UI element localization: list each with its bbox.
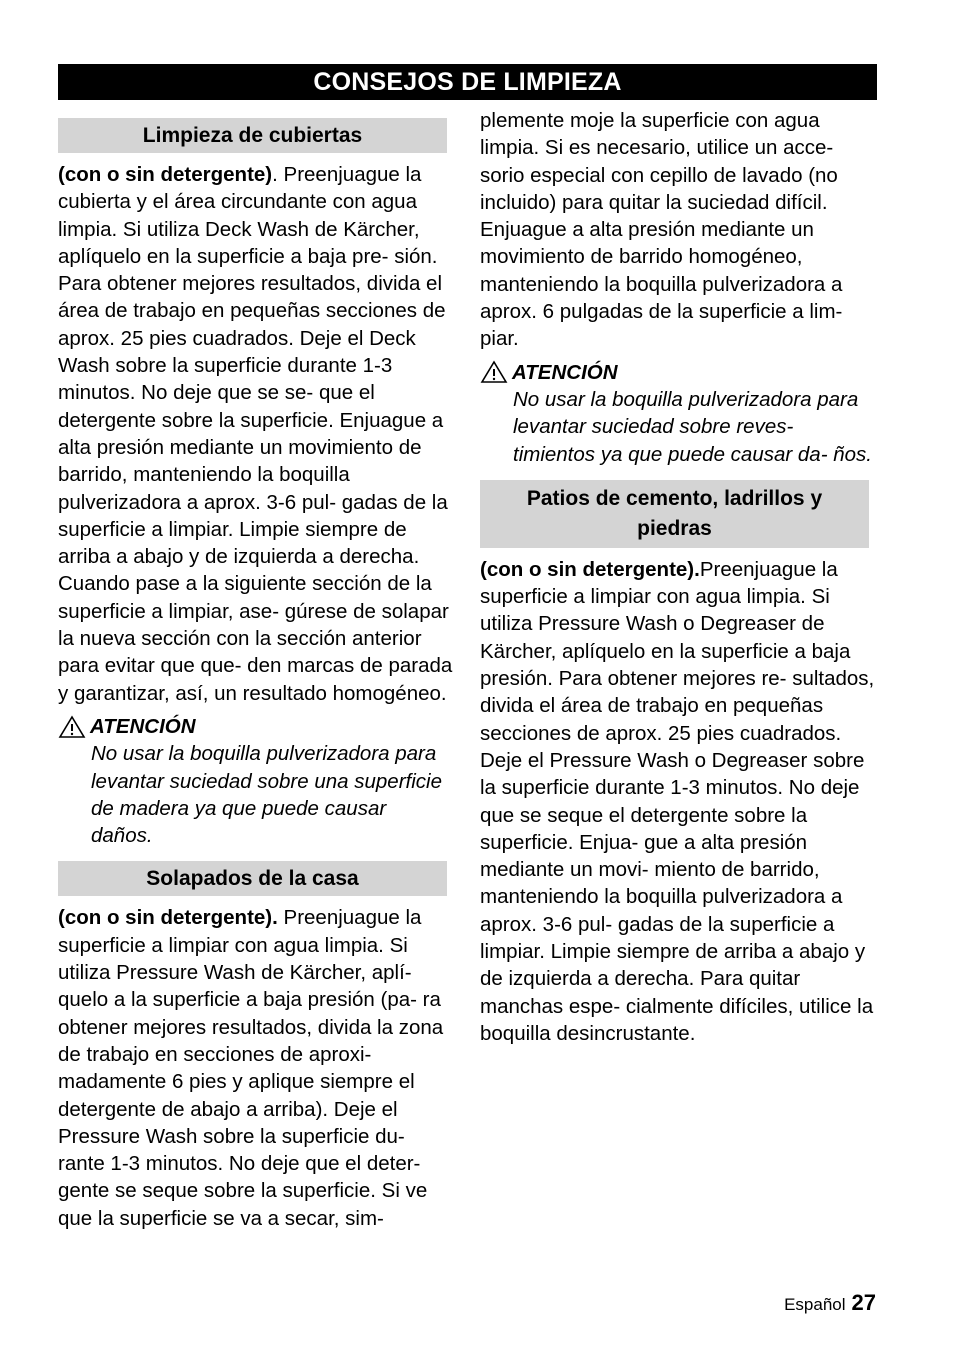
warning-label: ATENCIÓN: [90, 714, 196, 738]
section-body-siding-continued: plemente moje la superficie con agua limpia. Si es necesario, utilice un acce- sorio especial con cepillo de lavado (no incluido) para quitar la suciedad difícil. Enjuague a alta presión mediante un movimiento de barrido homogéneo, manteniendo la boquilla pulverizadora a aprox. 6 pulgadas de la superficie a lim- piar.: [480, 109, 843, 351]
paragraph-text: Preenjuague la superficie a limpiar con agua limpia. Si utiliza Pressure Wash o Degreaser de Kärcher, aplíquelo en la superficie a baja presión. Para obtener mejores re- sultados, divida el área de trabajo en pequeñas secciones de aprox. 25 pies cuadrados. Deje el Pressure Wash o Degreaser sobre la superficie durante 1-3 minutos. No deje que se seque el detergente sobre la superficie. Enjua- gue a alta presión mediante un movi- miento de barrido, manteniendo la boquilla pulverizadora a aprox. 3-6 pul- gadas de la superficie a limpiar. Limpie siempre de arriba a abajo y de izquierda a derecha. Para quitar manchas espe- cialmente difíciles, utilice la boquilla desincrustante.: [480, 557, 875, 1045]
warning-triangle-icon: [58, 715, 86, 739]
warning-text: No usar la boquilla pulverizadora para levantar suciedad sobre reves- timientos ya que puede causar da- ños.: [513, 387, 872, 466]
section-body-siding: [58, 904, 453, 1232]
detergent-note: (con o sin detergente).: [480, 557, 700, 581]
page-number: 27: [851, 1290, 876, 1315]
detergent-note: (con o sin detergente): [58, 163, 273, 186]
section-heading-decks: Limpieza de cubiertas: [58, 118, 447, 153]
section-heading-siding: Solapados de la casa: [58, 861, 447, 896]
section-body-decks: [58, 161, 453, 707]
warning-text: No usar la boquilla pulverizadora para levantar suciedad sobre una superficie de madera ya que puede causar daños.: [91, 742, 442, 848]
warning-label: ATENCIÓN: [512, 360, 618, 384]
detergent-note: (con o sin detergente).: [58, 906, 278, 930]
paragraph-text: Preenjuague la superficie a limpiar con agua limpia. Si utiliza Pressure Wash de Kärcher, aplí- quelo a la superficie a baja presión (pa- ra obtener mejores resultados, divida la zona de trabajo en secciones de aproxi- madamente 6 pies y aplique siempre el detergente de abajo a arriba). Deje el Pressure Wash sobre la superficie du- rante 1-3 minutos. No deje que el deter- gente se seque sobre la superficie. Si ve que la superficie se va a secar, sim-: [58, 906, 444, 1230]
left-column: [58, 118, 453, 1232]
footer-language: Español: [784, 1295, 846, 1314]
warning-triangle-icon: [480, 360, 508, 384]
paragraph-text: . Preenjuague la cubierta y el área circundante con agua limpia. Si utiliza Deck Wash de Kärcher, aplíquelo en la superficie a baja pre- sión. Para obtener mejores resultados, divida el área de trabajo en pequeñas secciones de aprox. 25 pies cuadrados. Deje el Deck Wash sobre la superficie durante 1-3 minutos. No deje que se se- que el detergente sobre la superficie. Enjuague a alta presión mediante un movimiento de barrido, manteniendo la boquilla pulverizadora a aprox. 3-6 pul- gadas de la superficie a limpiar. Limpie siempre de arriba a abajo y de izquierda a derecha. Cuando pase a la siguiente sección de la superficie a limpiar, ase- gúrese de solapar la nueva sección con la sección anterior para evitar que que- den marcas de parada y garantizar, así, un resultado homogéneo.: [58, 163, 453, 705]
section-heading-patios: Patios de cemento, ladrillos y piedras: [480, 480, 869, 548]
warning-heading: [58, 713, 453, 740]
warning-heading: [480, 359, 875, 386]
section-body-patios: [480, 556, 875, 1047]
page-footer: [784, 1290, 876, 1316]
page-title: CONSEJOS DE LIMPIEZA: [58, 64, 877, 100]
right-column: [480, 107, 875, 1047]
